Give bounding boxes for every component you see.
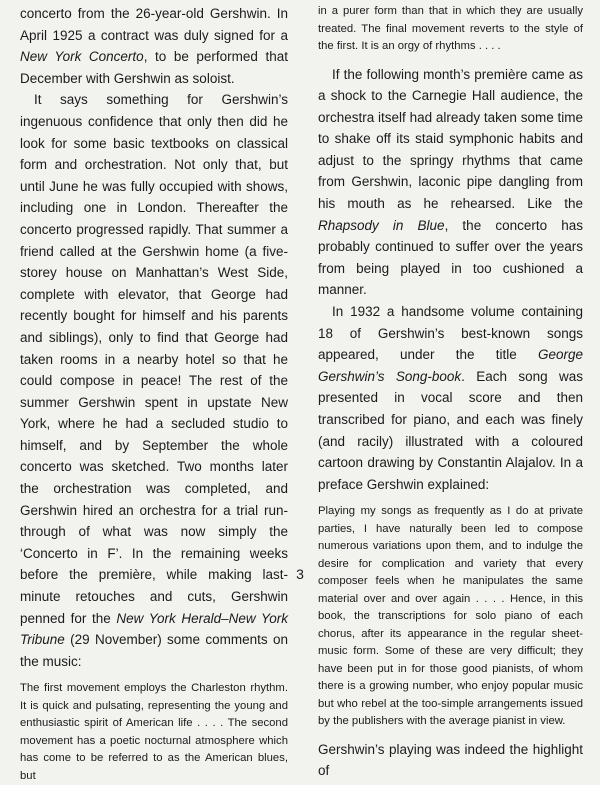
- left-column: [20, 3, 288, 785]
- quote-continuation: in a purer form than that in which they are usually treated. The final movement reverts to the style of the first. It is an orgy of rhythms . . . .: [318, 5, 583, 52]
- paragraph-concerto-contract: concerto from the 26-year-old Gershwin. In April 1925 a contract was duly signed for a New York Concerto, to be performed that December with Gershwin as soloist.: [20, 6, 289, 86]
- quote-gershwin-preface: Playing my songs as frequently as I do at private parties, I have naturally been led to compose numerous variations upon them, and to indulge the desire for complication and variety that every composer feels when he manipulates the same material over and over again . . . . Hence, in this book, the transcriptions for solo piano of each chorus, after its appearance in the regular sheet-music form. Some of these are very difficult; they have been put in for those good pianists, of whom there is a growing number, who enjoy popular music but who rebel at the too-simple arrangements issued by the publishers with the average pianist in view.: [318, 505, 583, 728]
- paragraph-orchestration: It says something for Gershwin’s ingenuous confidence that only then did he look for some basic textbooks on classical form and orchestration. Not only that, but until June he was fully occupied with shows, including one in London. Thereafter the concerto progressed rapidly. That summer a friend called at the Gershwin home (a five-storey house on Manhattan’s West Side, complete with elevator, that George had recently bought for himself and his parents and siblings), only to find that George had taken rooms in a nearby hotel so that he could compose in peace! The rest of the summer Gershwin spent in upstate New York, where he had a secluded studio to himself, and by September the whole concerto was sketched. Two months later the orchestration was completed, and Gershwin hired an orchestra for a trial run-through of what was now simply the ‘Concerto in F’. In the remaining weeks before the première, while making last-minute retouches and cuts, Gershwin penned for the New York Herald–New York Tribune (29 November) some comments on the music:: [20, 92, 288, 669]
- right-column: [318, 3, 583, 782]
- paragraph-playing-highlight: Gershwin’s playing was indeed the highlight of: [318, 741, 583, 779]
- quote-gershwin-movements: The first movement employs the Charleston rhythm. It is quick and pulsating, representing the young and enthusiastic spirit of American life . . . . The second movement has a poetic nocturnal atmosphere which has come to be referred to as the American blues, but: [20, 682, 288, 782]
- title-song-book: George Gershwin’s Song-book: [318, 347, 583, 384]
- title-new-york-concerto: New York Concerto: [20, 49, 144, 65]
- page-number: 3: [296, 566, 304, 582]
- title-rhapsody-in-blue: Rhapsody in Blue: [318, 217, 445, 233]
- paragraph-song-book: In 1932 a handsome volume containing 18 of Gershwin’s best-known songs appeared, under the title George Gershwin’s Song-book. Each song was presented in vocal score and then transcribed for piano, and each was finely (and racily) illustrated with a coloured cartoon drawing by Constantin Alajalov. In a preface Gershwin explained:: [318, 304, 583, 492]
- title-herald-tribune: New York Herald–New York Tribune: [20, 610, 288, 648]
- paragraph-carnegie-hall: If the following month’s première came as a shock to the Carnegie Hall audience, the orchestra itself had already taken some time to shake off its staid symphonic habits and adjust to the springy rhythms that came from Gershwin, laconic pipe dangling from his mouth as he rehearsed. Like the Rhapsody in Blue, the concerto has probably continued to suffer over the years from being played in too cushioned a manner.: [318, 66, 583, 298]
